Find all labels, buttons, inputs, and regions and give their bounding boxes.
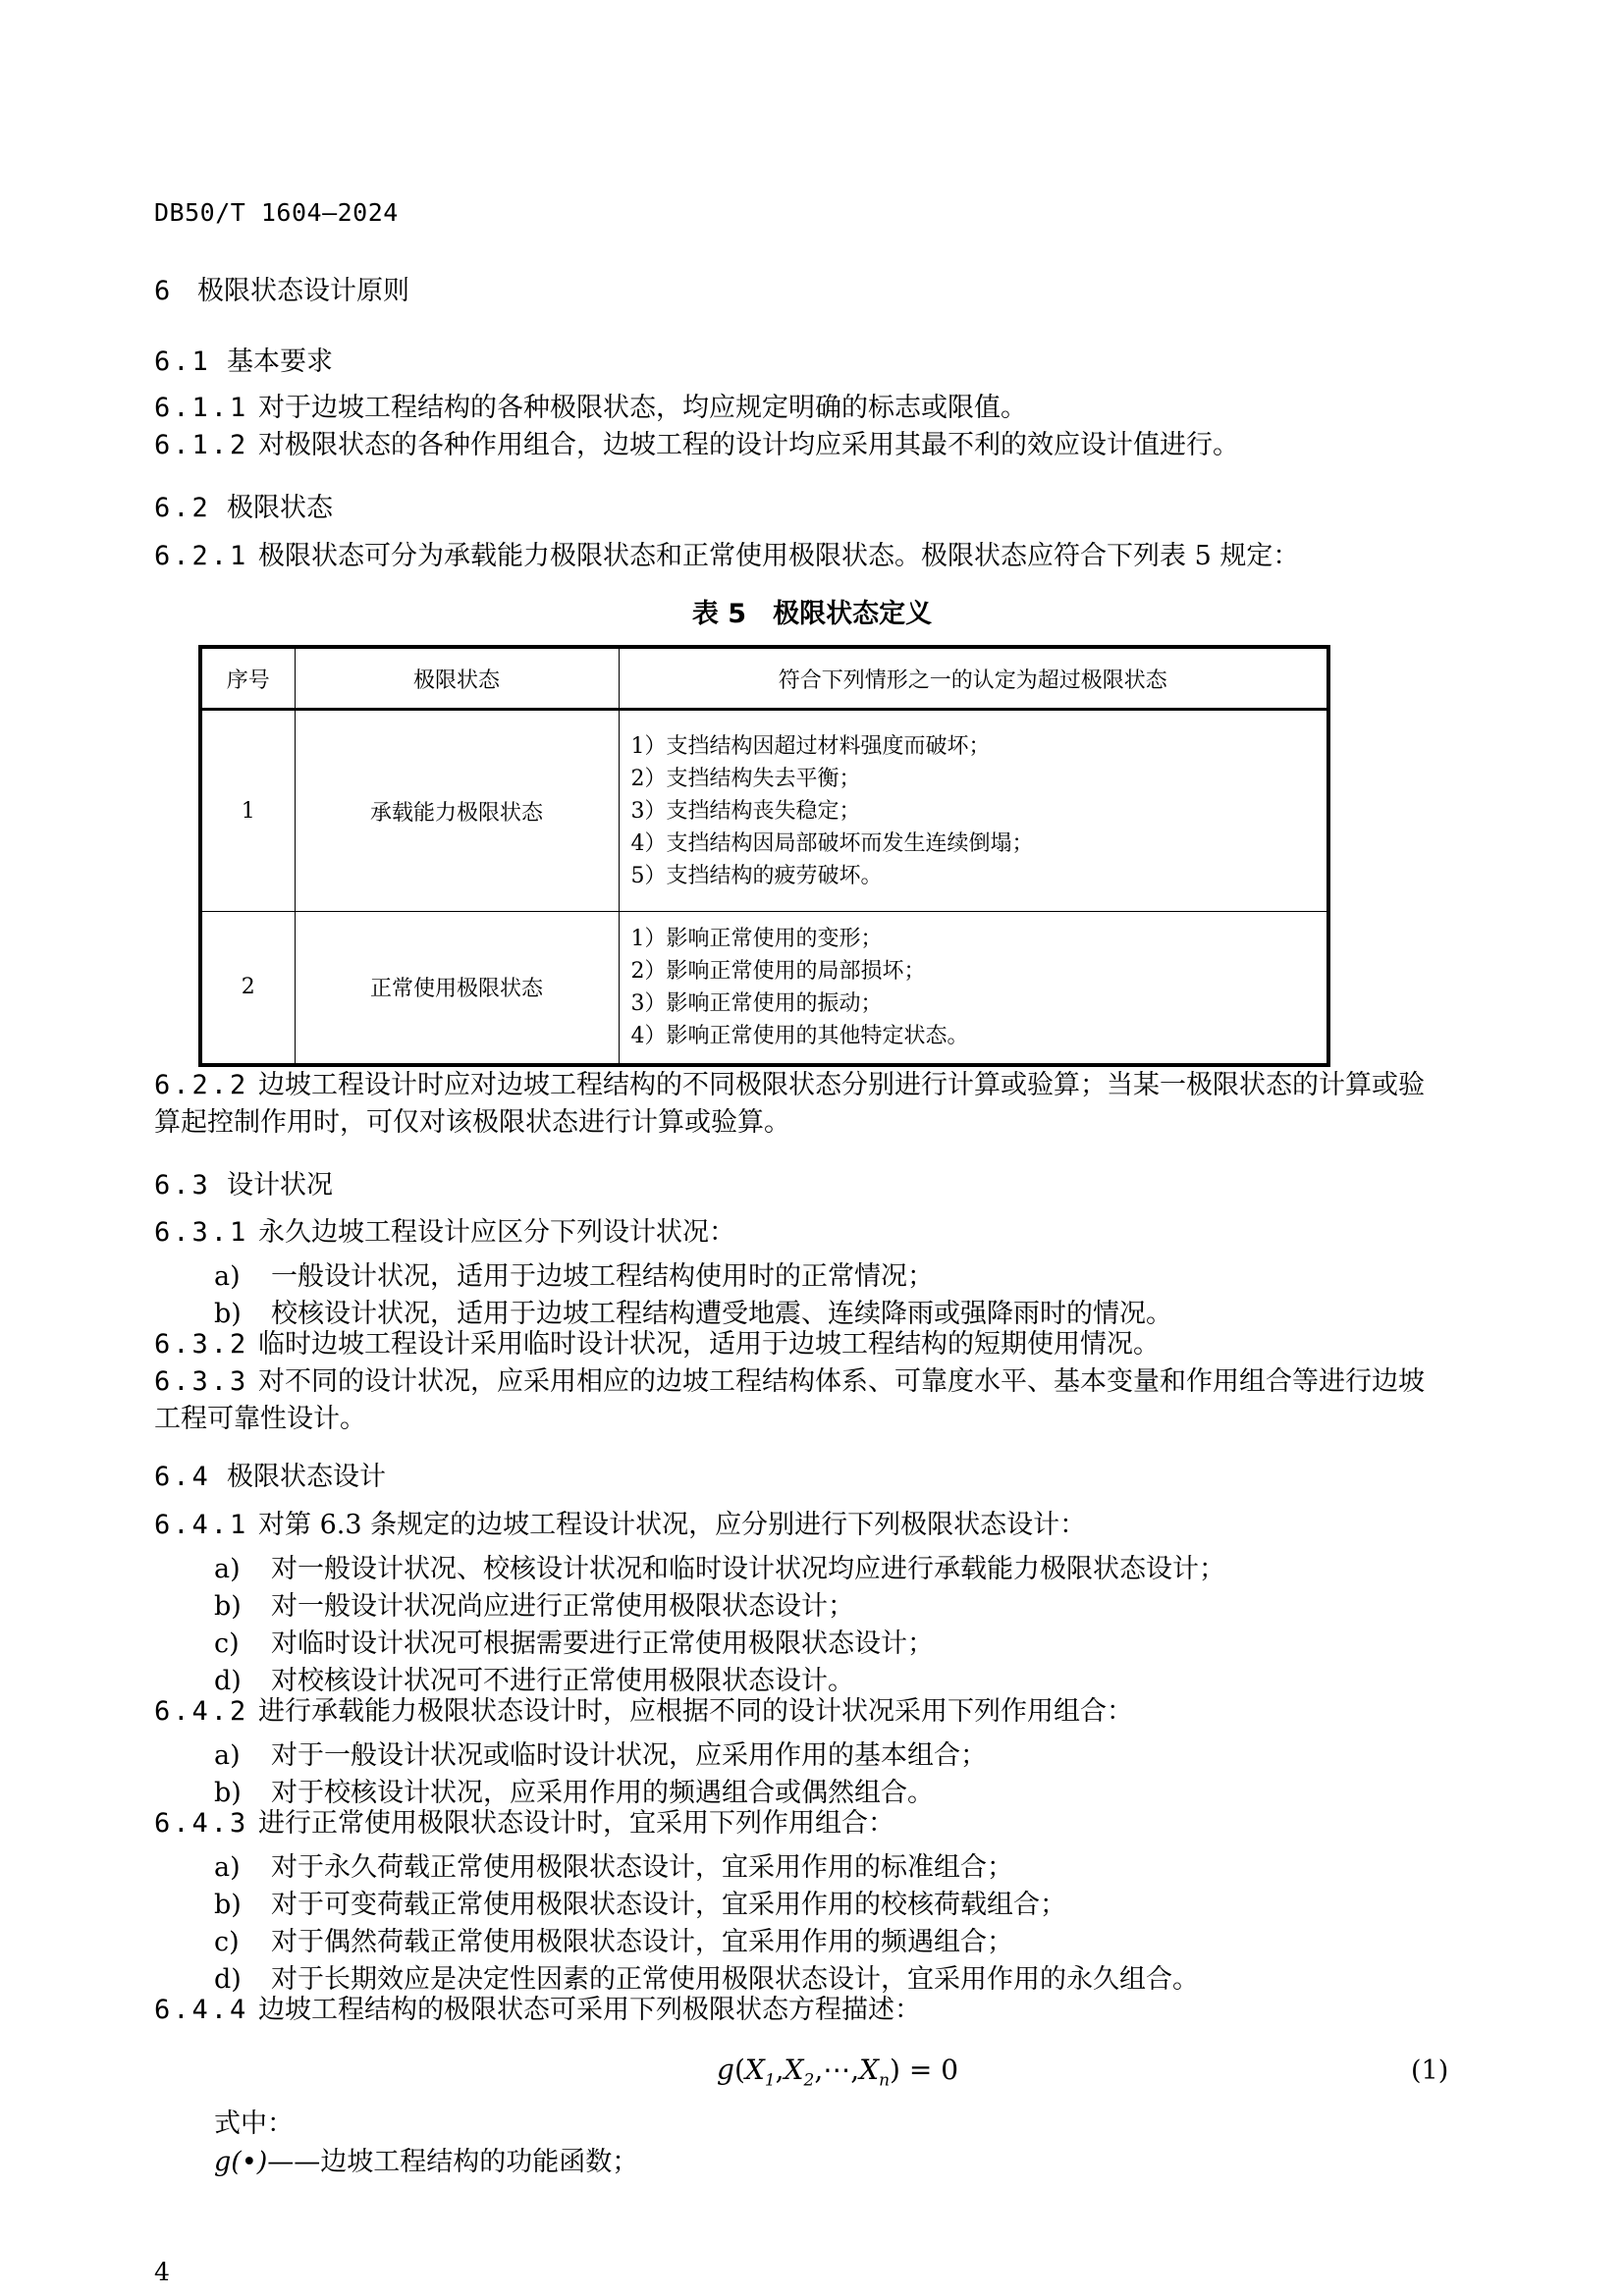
section-number: 6.3 xyxy=(154,1170,211,1201)
clause-number: 6.3.3 xyxy=(154,1366,249,1397)
criterion: 3）影响正常使用的振动； xyxy=(630,990,883,1016)
clause-number: 6.2.1 xyxy=(154,541,249,571)
clause-6-4-4 xyxy=(154,1992,1450,2029)
item-label: b) xyxy=(214,1778,242,1808)
clause-number: 6.3.1 xyxy=(154,1217,249,1248)
symbol-description: ——边坡工程结构的功能函数； xyxy=(267,2147,639,2177)
clause-text: 临时边坡工程设计采用临时设计状况，适用于边坡工程结构的短期使用情况。 xyxy=(258,1329,1160,1360)
variable: X xyxy=(859,2054,880,2086)
clause-6-4-3 xyxy=(154,1805,1450,1842)
symbol: g(•) xyxy=(214,2147,268,2177)
symbol-definition xyxy=(214,2140,638,2178)
criterion: 3）支挡结构丧失稳定； xyxy=(630,798,861,824)
list-item xyxy=(214,1547,1225,1585)
section-heading-6-3 xyxy=(154,1163,333,1201)
clause-text: 边坡工程结构的极限状态可采用下列极限状态方程描述： xyxy=(258,1995,921,2025)
clause-6-3-2 xyxy=(154,1326,1450,1363)
list-item xyxy=(214,1659,854,1697)
clause-text: 对第 6.3 条规定的边坡工程设计状况，应分别进行下列极限状态设计： xyxy=(258,1510,1087,1540)
table-caption: 表 5 极限状态定义 xyxy=(691,599,933,629)
item-text: 对于可变荷载正常使用极限状态设计，宜采用作用的校核荷载组合； xyxy=(271,1890,1066,1920)
clause-number: 6.4.2 xyxy=(154,1696,249,1727)
equation-number: (1) xyxy=(1411,2056,1449,2086)
item-label: a) xyxy=(214,1554,241,1584)
where-label: 式中： xyxy=(214,2109,294,2139)
section-title: 基本要求 xyxy=(227,347,333,377)
clause-6-1-2 xyxy=(154,427,1450,464)
list-item xyxy=(214,1883,1066,1921)
section-title: 极限状态 xyxy=(227,493,333,523)
row-criteria xyxy=(619,710,1328,912)
list-item xyxy=(214,1845,1013,1884)
clause-number: 6.1.1 xyxy=(154,393,249,423)
item-label: b) xyxy=(214,1890,242,1920)
clause-text: 对于边坡工程结构的各种极限状态，均应规定明确的标志或限值。 xyxy=(258,393,1027,423)
clause-number: 6.1.2 xyxy=(154,430,249,460)
item-label: a) xyxy=(214,1852,241,1883)
criterion: 1）影响正常使用的变形； xyxy=(630,926,883,951)
list-item xyxy=(214,1771,934,1809)
section-number: 6.4 xyxy=(154,1462,211,1492)
clause-text: 极限状态可分为承载能力极限状态和正常使用极限状态。极限状态应符合下列表 5 规定： xyxy=(258,541,1300,571)
subscript: 2 xyxy=(803,2070,815,2091)
criterion: 5）支挡结构的疲劳破坏。 xyxy=(630,863,883,888)
ellipsis: ⋯ xyxy=(823,2054,851,2086)
item-label: a) xyxy=(214,1740,241,1771)
clause-number: 6.4.1 xyxy=(154,1510,249,1540)
row-criteria xyxy=(619,912,1328,1065)
limit-state-equation: $g(X_1,X_2,\cdots,X_n) = 0$ xyxy=(717,2054,959,2091)
table-row xyxy=(200,912,1328,1065)
variable: X xyxy=(784,2054,804,2086)
item-label: c) xyxy=(214,1629,240,1659)
row-state: 正常使用极限状态 xyxy=(295,912,619,1065)
chapter-number: 6 xyxy=(154,276,174,306)
list-item xyxy=(214,1920,1013,1958)
item-label: a) xyxy=(214,1261,241,1292)
clause-text: 对极限状态的各种作用组合，边坡工程的设计均应采用其最不利的效应设计值进行。 xyxy=(258,430,1239,460)
item-text: 校核设计状况，适用于边坡工程结构遭受地震、连续降雨或强降雨时的情况。 xyxy=(271,1299,1172,1329)
clause-6-3-3 xyxy=(154,1363,1450,1438)
header-no: 序号 xyxy=(200,647,295,710)
item-text: 对于偶然荷载正常使用极限状态设计，宜采用作用的频遇组合； xyxy=(271,1927,1013,1957)
list-item xyxy=(214,1622,934,1660)
item-text: 对校核设计状况可不进行正常使用极限状态设计。 xyxy=(271,1666,854,1696)
list-item xyxy=(214,1255,934,1293)
criterion: 1）支挡结构因超过材料强度而破坏； xyxy=(630,733,991,759)
clause-number: 6.2.2 xyxy=(154,1070,249,1100)
list-item xyxy=(214,1734,987,1772)
item-label: d) xyxy=(214,1964,242,1995)
criterion: 2）影响正常使用的局部损坏； xyxy=(630,958,926,984)
clause-6-3-1 xyxy=(154,1214,1450,1252)
clause-6-1-1 xyxy=(154,390,1450,427)
standard-header: DB50/T 1604—2024 xyxy=(154,198,399,227)
item-label: d) xyxy=(214,1666,242,1696)
clause-number: 6.4.4 xyxy=(154,1995,249,2025)
section-heading-6-2 xyxy=(154,486,333,524)
equation-rhs: = 0 xyxy=(908,2054,959,2086)
section-title: 极限状态设计 xyxy=(227,1462,386,1492)
item-text: 对一般设计状况尚应进行正常使用极限状态设计； xyxy=(271,1591,854,1622)
function-symbol: g xyxy=(717,2054,734,2086)
clause-6-2-1 xyxy=(154,538,1450,575)
clause-number: 6.4.3 xyxy=(154,1808,249,1839)
item-text: 对于长期效应是决定性因素的正常使用极限状态设计，宜采用作用的永久组合。 xyxy=(271,1964,1199,1995)
row-state: 承载能力极限状态 xyxy=(295,710,619,912)
variable: X xyxy=(744,2054,765,2086)
clause-text: 边坡工程设计时应对边坡工程结构的不同极限状态分别进行计算或验算；当某一极限状态的计算或验算起控制作用时，可仅对该极限状态进行计算或验算。 xyxy=(154,1070,1425,1138)
subscript: n xyxy=(879,2070,891,2091)
clause-6-2-2 xyxy=(154,1067,1450,1142)
header-state: 极限状态 xyxy=(295,647,619,710)
clause-text: 永久边坡工程设计应区分下列设计状况： xyxy=(258,1217,735,1248)
clause-text: 对不同的设计状况，应采用相应的边坡工程结构体系、可靠度水平、基本变量和作用组合等进行边坡工程可靠性设计。 xyxy=(154,1366,1425,1434)
item-text: 对临时设计状况可根据需要进行正常使用极限状态设计； xyxy=(271,1629,934,1659)
section-title: 设计状况 xyxy=(227,1170,333,1201)
chapter-heading xyxy=(154,269,409,307)
list-item xyxy=(214,1584,854,1623)
criterion: 2）支挡结构失去平衡； xyxy=(630,766,861,791)
section-number: 6.1 xyxy=(154,347,211,377)
criterion: 4）影响正常使用的其他特定状态。 xyxy=(630,1023,969,1048)
item-label: c) xyxy=(214,1927,240,1957)
limit-state-table xyxy=(198,645,1330,1067)
row-number: 1 xyxy=(200,710,295,912)
clause-6-4-1 xyxy=(154,1507,1450,1544)
chapter-title: 极限状态设计原则 xyxy=(197,276,409,306)
clause-number: 6.3.2 xyxy=(154,1329,249,1360)
row-number: 2 xyxy=(200,912,295,1065)
item-label: b) xyxy=(214,1299,242,1329)
list-item xyxy=(214,1292,1172,1330)
clause-text: 进行正常使用极限状态设计时，宜采用下列作用组合： xyxy=(258,1808,894,1839)
item-text: 对于永久荷载正常使用极限状态设计，宜采用作用的标准组合； xyxy=(271,1852,1013,1883)
header-criteria: 符合下列情形之一的认定为超过极限状态 xyxy=(619,647,1328,710)
table-header-row xyxy=(200,647,1328,710)
item-label: b) xyxy=(214,1591,242,1622)
item-text: 对一般设计状况、校核设计状况和临时设计状况均应进行承载能力极限状态设计； xyxy=(271,1554,1225,1584)
clause-text: 进行承载能力极限状态设计时，应根据不同的设计状况采用下列作用组合： xyxy=(258,1696,1133,1727)
item-text: 一般设计状况，适用于边坡工程结构使用时的正常情况； xyxy=(271,1261,934,1292)
item-text: 对于校核设计状况，应采用作用的频遇组合或偶然组合。 xyxy=(271,1778,934,1808)
page-number: 4 xyxy=(154,2258,170,2286)
list-item xyxy=(214,1957,1199,1996)
section-number: 6.2 xyxy=(154,493,211,523)
subscript: 1 xyxy=(764,2070,776,2091)
clause-6-4-2 xyxy=(154,1693,1450,1731)
section-heading-6-1 xyxy=(154,340,333,378)
section-heading-6-4 xyxy=(154,1455,386,1493)
table-row xyxy=(200,710,1328,912)
item-text: 对于一般设计状况或临时设计状况，应采用作用的基本组合； xyxy=(271,1740,987,1771)
criterion: 4）支挡结构因局部破坏而发生连续倒塌； xyxy=(630,830,1034,856)
